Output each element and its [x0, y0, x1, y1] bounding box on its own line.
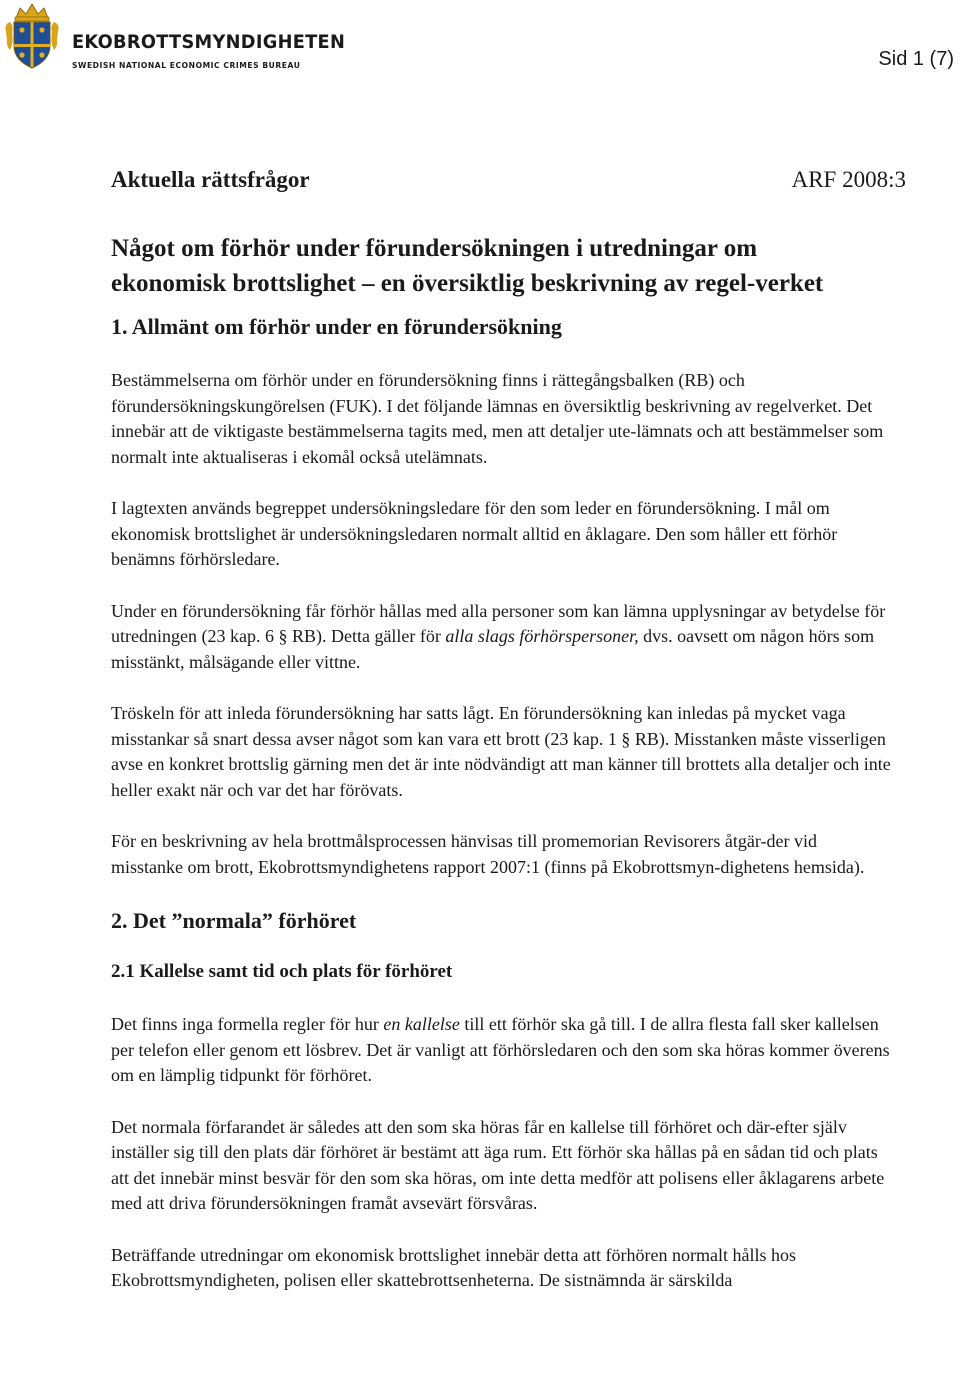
agency-name: EKOBROTTSMYNDIGHETEN	[72, 32, 346, 53]
subsection-2-1-heading: 2.1 Kallelse samt tid och plats för förhöret	[111, 961, 453, 982]
document-title: Något om förhör under förundersökningen i utredningar om ekonomisk brottslighet – en översiktlig beskrivning av regel-verket	[111, 235, 824, 297]
series-number: ARF 2008:3	[791, 167, 906, 192]
document-body	[111, 160, 911, 1294]
text-run: Under en förundersökning får förhör hållas med alla personer som kan lämna upplysningar av betydelse för utredningen (23 kap. 6 § RB). Detta gäller för	[111, 600, 886, 646]
text-run: dvs. oavsett om någon hörs som misstänkt, målsägande eller vittne.	[111, 626, 875, 672]
agency-subtitle: SWEDISH NATIONAL ECONOMIC CRIMES BUREAU	[72, 61, 301, 70]
section-1-paragraph: Tröskeln för att inleda förundersökning har satts lågt. En förundersökning kan inledas på mycket vaga misstankar så snart dessa avser något som kan vara ett brott (23 kap. 1 § RB). Misstanken måste visserligen avse en konkret brottslig gärning men det är inte nödvändigt att man känner till brottets alla detaljer och inte heller exakt när och var det har förövats.	[111, 703, 891, 800]
section-2-paragraph: Det normala förfarandet är således att den som ska höras får en kallelse till förhöret och där-efter själv inställer sig till den plats där förhöret är bestämt att äga rum. Ett förhör ska hållas på en sådan tid och plats att det innebär minst besvär för den som ska höras, om inte detta medför att polisens eller åklagarens arbete med att driva förundersökningen framåt avsevärt försvåras.	[111, 1116, 885, 1213]
section-1-paragraph: Bestämmelserna om förhör under en förundersökning finns i rättegångsbalken (RB) och förundersökningskungörelsen (FUK). I det följande lämnas en översiktlig beskrivning av regelverket. Det innebär att de viktigaste bestämmelserna tagits med, men att detaljer ute-lämnats och att bestämmelser som normalt inte aktualiseras i ekomål också utelämnats.	[111, 370, 884, 467]
section-1-paragraph: I lagtexten används begreppet undersökningsledare för den som leder en förundersökning. I mål om ekonomisk brottslighet är undersökningsledaren normalt alltid en åklagare. Den som håller ett förhör benämns förhörsledare.	[111, 498, 838, 569]
page-header	[0, 0, 960, 96]
section-1-paragraph: För en beskrivning av hela brottmålsprocessen hänvisas till promemorian Revisorers åtgär-der vid misstanke om brott, Ekobrottsmyndighetens rapport 2007:1 (finns på Ekobrottsmyn-dighetens hemsida).	[111, 831, 865, 877]
section-1-heading: 1. Allmänt om förhör under en förundersökning	[111, 314, 562, 339]
section-1-paragraph	[111, 599, 891, 676]
section-2-heading: 2. Det ”normala” förhöret	[111, 908, 357, 933]
text-run: till ett förhör ska gå till. I de allra flesta fall sker kallelsen per telefon eller genom ett lösbrev. Det är vanligt att förhörsledaren och den som ska höras kommer överens om en lämplig tidpunkt för förhöret.	[111, 1014, 890, 1085]
crown-icon	[16, 4, 48, 18]
series-label: Aktuella rättsfrågor	[111, 167, 310, 192]
page-number: Sid 1 (7)	[878, 48, 954, 70]
section-2-paragraph: Beträffande utredningar om ekonomisk brottslighet innebär detta att förhören normalt hålls hos Ekobrottsmyndigheten, polisen eller skattebrottsenheterna. De sistnämnda är särskilda	[111, 1244, 796, 1290]
coat-of-arms-logo	[2, 2, 62, 74]
section-2-paragraph	[111, 1012, 891, 1089]
series-line	[111, 160, 906, 200]
text-run: Det finns inga formella regler för hur	[111, 1014, 384, 1034]
emphasis-text: en kallelse	[383, 1014, 460, 1034]
emphasis-text: alla slags förhörspersoner,	[445, 626, 639, 646]
